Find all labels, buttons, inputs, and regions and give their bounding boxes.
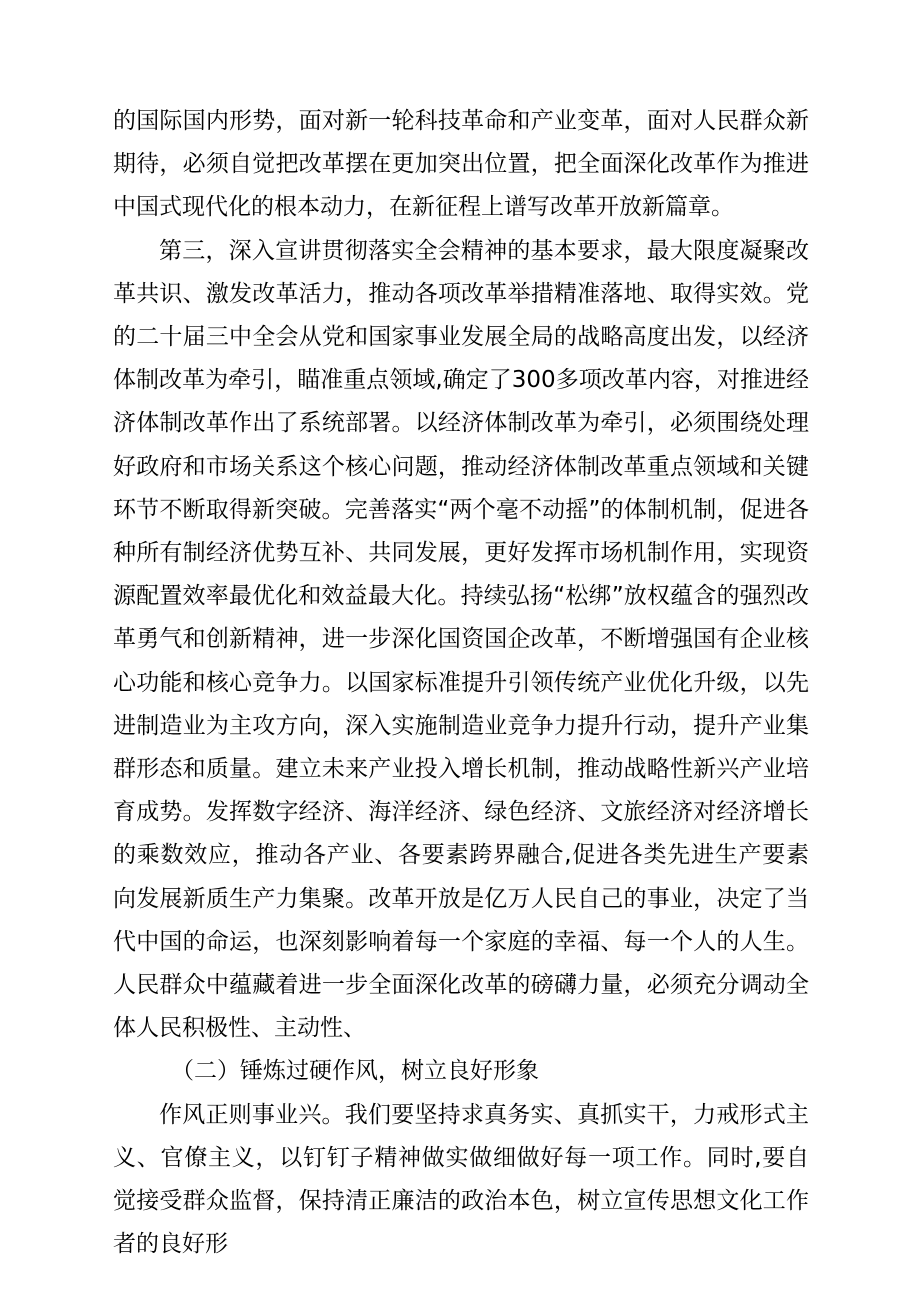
section-heading: （二）锤炼过硬作风，树立良好形象 — [171, 1058, 539, 1085]
body-text — [113, 100, 809, 1266]
paragraph-continuation: 的国际国内形势，面对新一轮科技革命和产业变革，面对人民群众新期待，必须自觉把改革摆在更加突出位置，把全面深化改革作为推进中国式现代化的根本动力，在新征程上谱写改革开放新篇章。 — [113, 108, 809, 221]
paragraph-work-style: 作风正则事业兴。我们要坚持求真务实、真抓实干，力戒形式主义、官僚主义，以钉钉子精神做实做细做好每一项工作。同时,要自觉接受群众监督，保持清正廉洁的政治本色，树立宣传思想文化工作者的良好形 — [113, 1101, 809, 1258]
paragraph-third-requirement: 第三，深入宣讲贯彻落实全会精神的基本要求，最大限度凝聚改革共识、激发改革活力，推动各项改革举措精准落地、取得实效。党的二十届三中全会从党和国家事业发展全局的战略高度出发，以经济体制改革为牵引，瞄准重点领域,确定了300多项改革内容，对推进经济体制改革作出了系统部署。以经济体制改革为牵引，必须围绕处理好政府和市场关系这个核心问题，推动经济体制改革重点领域和关键环节不断取得新突破。完善落实“两个毫不动摇”的体制机制，促进各种所有制经济优势互补、共同发展，更好发挥市场机制作用，实现资源配置效率最优化和效益最大化。持续弘扬“松绑”放权蕴含的强烈改革勇气和创新精神，进一步深化国资国企改革，不断增强国有企业核心功能和核心竞争力。以国家标准提升引领传统产业优化升级，以先进制造业为主攻方向，深入实施制造业竞争力提升行动，提升产业集群形态和质量。建立未来产业投入增长机制，推动战略性新兴产业培育成势。发挥数字经济、海洋经济、绿色经济、文旅经济对经济增长的乘数效应，推动各产业、各要素跨界融合,促进各类先进生产要素向发展新质生产力集聚。改革开放是亿万人民自己的事业，决定了当代中国的命运，也深刻影响着每一个家庭的幸福、每一个人的人生。人民群众中蕴藏着进一步全面深化改革的磅礴力量，必须充分调动全体人民积极性、主动性、 — [113, 237, 809, 1042]
